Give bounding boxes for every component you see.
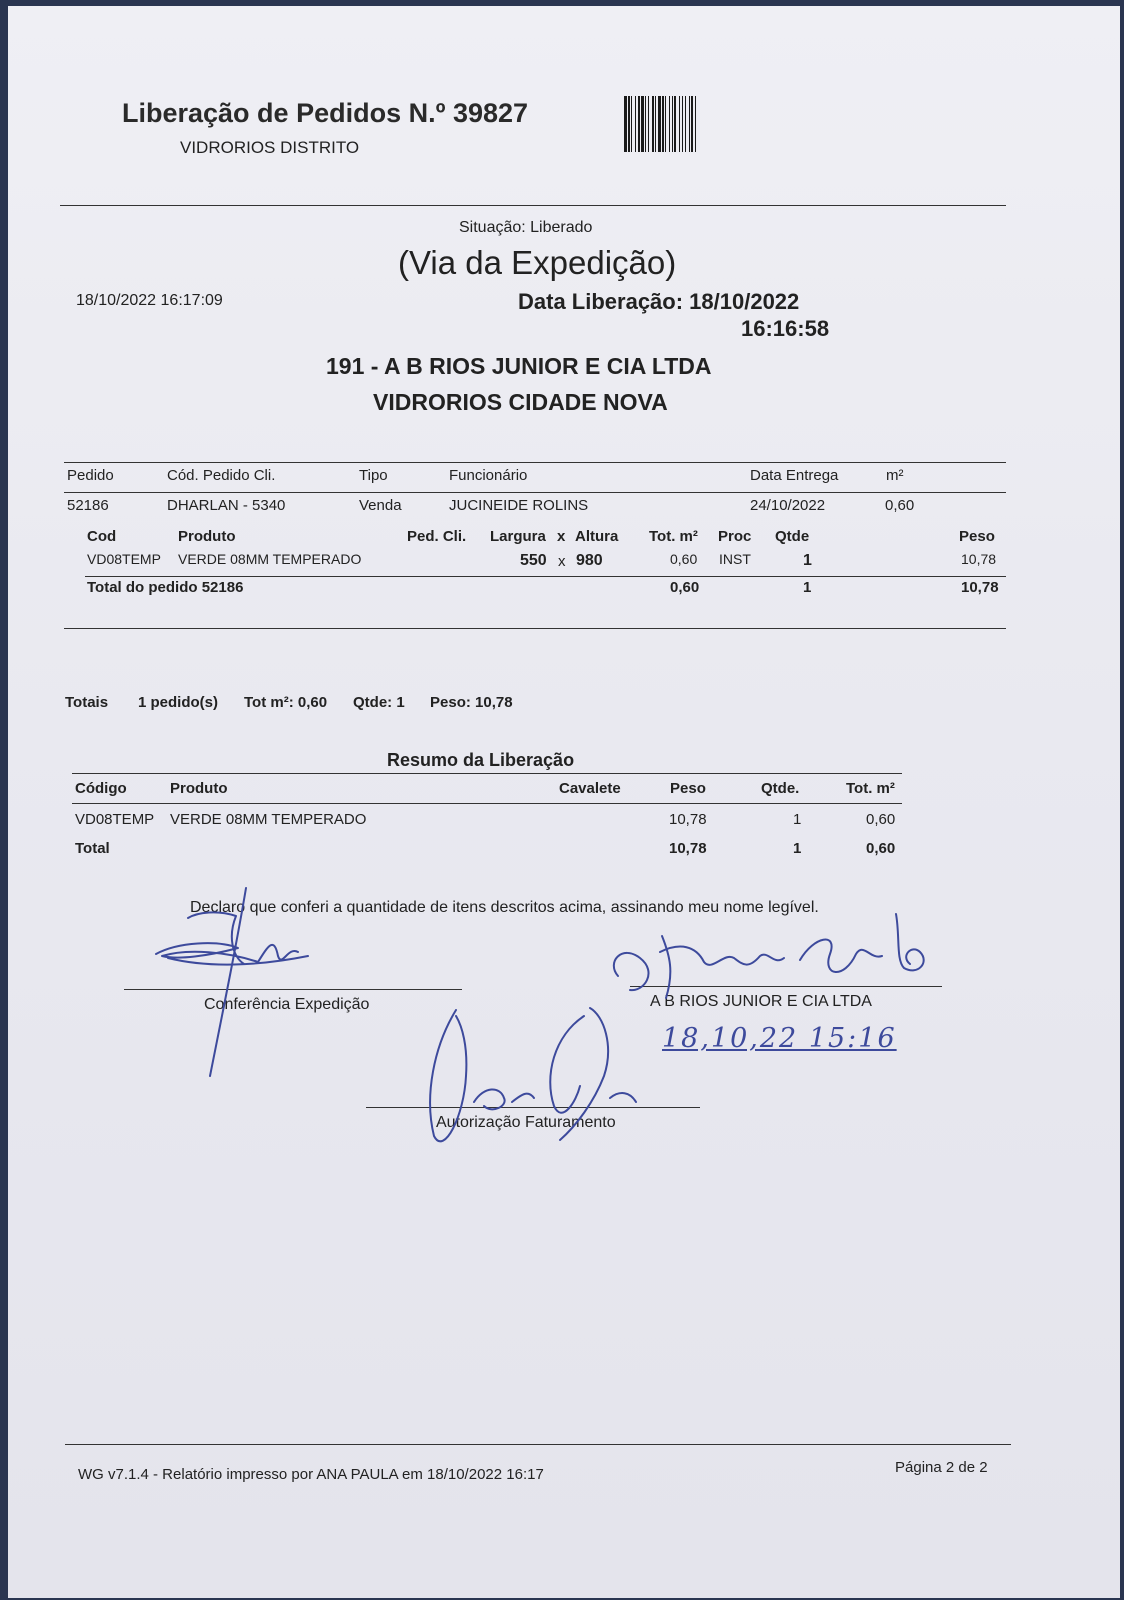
store-name: VIDRORIOS CIDADE NOVA: [373, 389, 668, 415]
company-subtitle: VIDRORIOS DISTRITO: [180, 138, 360, 157]
item-header-tot-m2: Tot. m²: [649, 528, 698, 545]
declaration-text: Declaro que conferi a quantidade de itens descritos acima, assinando meu nome legível.: [190, 899, 819, 916]
totais-m2: Tot m²: 0,60: [244, 694, 328, 711]
resumo-tot-m2: 0,60: [866, 811, 896, 828]
resumo-header-peso: Peso: [670, 780, 706, 797]
resumo-header-codigo: Código: [75, 780, 127, 797]
resumo-title: Resumo da Liberação: [387, 750, 575, 770]
handwritten-date: 18,10,22 15:16: [662, 1023, 897, 1054]
resumo-total-m2: 0,60: [866, 840, 896, 857]
status-situacao: Situação: Liberado: [459, 219, 593, 236]
item-header-produto: Produto: [178, 528, 236, 545]
hora-liberacao: 16:16:58: [741, 316, 830, 341]
resumo-top-rule: [72, 773, 902, 774]
resumo-produto: VERDE 08MM TEMPERADO: [170, 811, 367, 828]
item-header-proc: Proc: [718, 528, 752, 545]
col-header-data-entrega: Data Entrega: [750, 467, 839, 484]
item-header-peso: Peso: [959, 528, 995, 545]
pedido-data-entrega: 24/10/2022: [750, 497, 826, 514]
col-header-pedido: Pedido: [67, 467, 114, 484]
item-peso: 10,78: [961, 551, 997, 567]
printed-timestamp: 18/10/2022 16:17:09: [76, 292, 223, 309]
resumo-total-label: Total: [75, 840, 110, 857]
document-page: [8, 6, 1120, 1598]
signature-label-autorizacao: Autorização Faturamento: [436, 1114, 616, 1131]
resumo-codigo: VD08TEMP: [75, 811, 155, 828]
client-name: 191 - A B RIOS JUNIOR E CIA LTDA: [326, 353, 712, 379]
resumo-header-qtde: Qtde.: [761, 780, 800, 797]
pedido-m2: 0,60: [885, 497, 915, 514]
footer-rule: [65, 1444, 1011, 1445]
resumo-total-qtde: 1: [793, 840, 802, 857]
pedido-number: 52186: [67, 497, 109, 514]
resumo-header-tot-m2: Tot. m²: [846, 780, 895, 797]
item-produto: VERDE 08MM TEMPERADO: [178, 551, 362, 567]
totais-peso: Peso: 10,78: [430, 694, 513, 711]
cod-pedido-cli: DHARLAN - 5340: [167, 497, 286, 514]
item-header-altura: Altura: [575, 528, 619, 545]
footer-printed-by: WG v7.1.4 - Relatório impresso por ANA PAULA em 18/10/2022 16:17: [78, 1466, 544, 1483]
item-x: x: [558, 553, 566, 570]
pedido-total-peso: 10,78: [961, 579, 999, 596]
item-altura: 980: [576, 552, 603, 569]
item-header-qtde: Qtde: [775, 528, 810, 545]
resumo-header-rule: [72, 803, 902, 804]
handwritten-signature-autorizacao: [404, 1006, 664, 1156]
pedido-total-m2: 0,60: [670, 579, 700, 596]
pedido-table-bottom-rule: [64, 628, 1006, 629]
item-tot-m2: 0,60: [670, 551, 698, 567]
signature-line-conferencia: [124, 989, 462, 990]
table-top-rule: [64, 462, 1006, 463]
col-header-funcionario: Funcionário: [449, 467, 528, 484]
data-liberacao: Data Liberação: 18/10/2022: [518, 289, 800, 314]
item-proc: INST: [719, 551, 751, 567]
via-label: (Via da Expedição): [398, 244, 677, 281]
col-header-m2: m²: [886, 467, 904, 484]
pedido-funcionario: JUCINEIDE ROLINS: [449, 497, 589, 514]
item-largura: 550: [520, 552, 547, 569]
col-header-tipo: Tipo: [359, 467, 388, 484]
resumo-header-cavalete: Cavalete: [559, 780, 621, 797]
signature-label-cliente: A B RIOS JUNIOR E CIA LTDA: [650, 993, 872, 1010]
signature-line-autorizacao: [366, 1107, 700, 1108]
signature-line-cliente: [630, 986, 942, 987]
barcode: [622, 96, 792, 152]
document-title: Liberação de Pedidos N.º 39827: [122, 98, 529, 128]
item-header-cod: Cod: [87, 528, 117, 545]
item-total-rule: [85, 576, 1006, 577]
table-header-rule: [64, 492, 1006, 493]
resumo-header-produto: Produto: [170, 780, 228, 797]
col-header-cod-pedido-cli: Cód. Pedido Cli.: [167, 467, 276, 484]
item-header-x: x: [557, 528, 566, 545]
item-cod: VD08TEMP: [87, 551, 161, 567]
divider: [60, 205, 1006, 206]
footer-page-number: Página 2 de 2: [895, 1459, 988, 1476]
pedido-total-label: Total do pedido 52186: [87, 579, 244, 596]
resumo-total-peso: 10,78: [669, 840, 707, 857]
signature-label-conferencia: Conferência Expedição: [204, 996, 370, 1013]
pedido-total-qtde: 1: [803, 579, 812, 596]
resumo-qtde: 1: [793, 811, 802, 828]
item-header-ped-cli: Ped. Cli.: [407, 528, 467, 545]
totais-pedidos: 1 pedido(s): [138, 694, 219, 711]
item-header-largura: Largura: [490, 528, 546, 545]
totais-qtde: Qtde: 1: [353, 694, 405, 711]
totais-label: Totais: [65, 694, 109, 711]
resumo-peso: 10,78: [669, 811, 707, 828]
item-qtde: 1: [803, 552, 812, 569]
pedido-tipo: Venda: [359, 497, 402, 514]
